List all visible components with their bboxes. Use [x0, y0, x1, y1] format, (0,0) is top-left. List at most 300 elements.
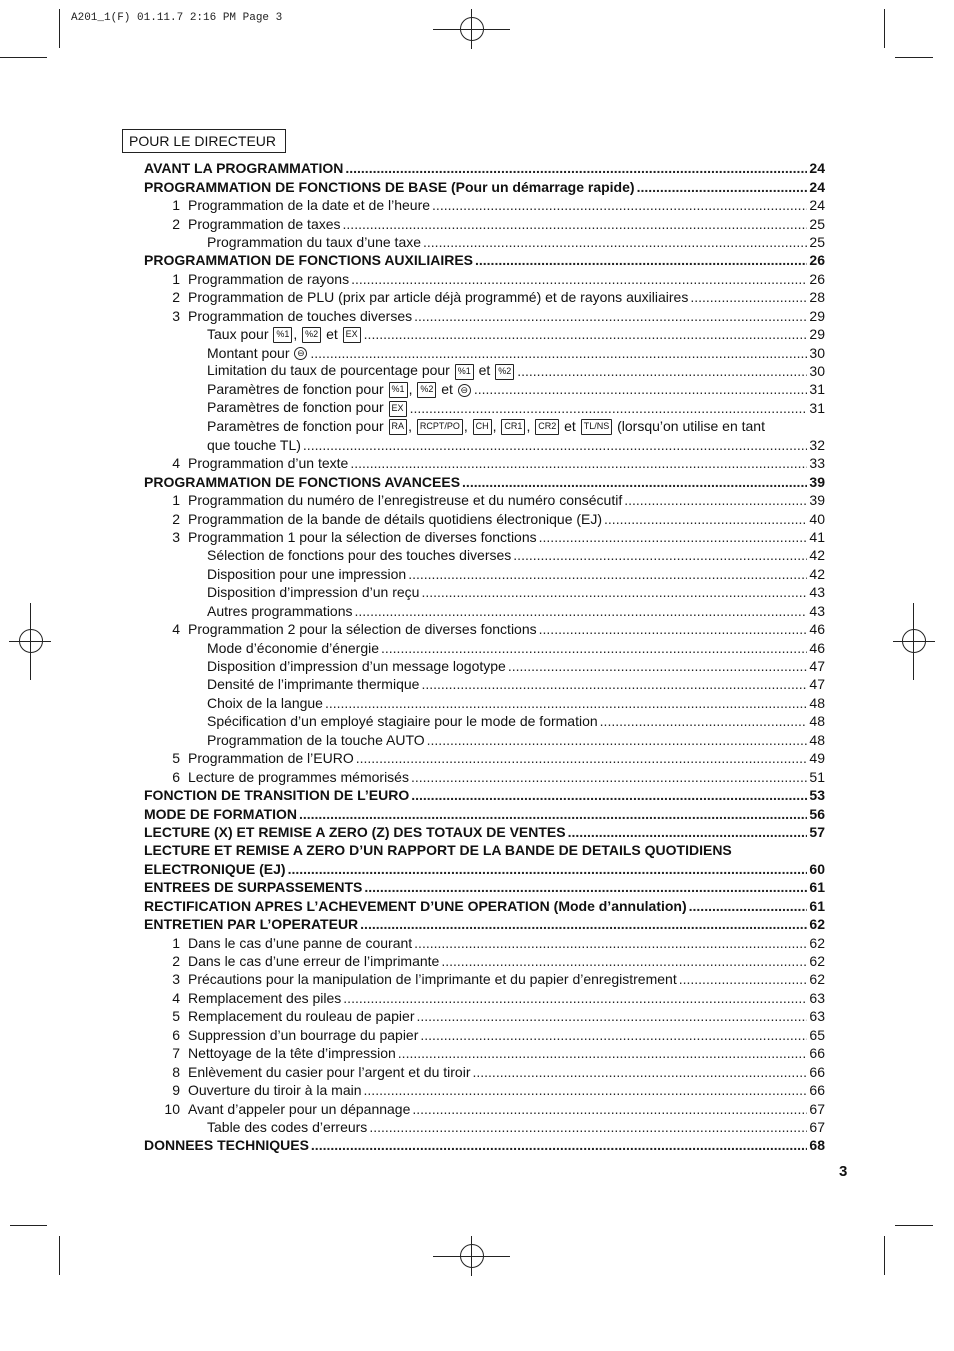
- toc-entry: [144, 786, 825, 804]
- toc-entry-line: [207, 325, 825, 343]
- toc-entry-line: [144, 159, 825, 177]
- toc-entry-number: [144, 1064, 180, 1080]
- toc-entry: [144, 1044, 825, 1062]
- toc-entry: [144, 878, 825, 896]
- toc-entry: [144, 602, 825, 620]
- toc-entry-page: 42: [809, 565, 825, 582]
- toc-entry-line: [144, 1044, 825, 1062]
- dot-leader: [381, 640, 807, 656]
- toc-entry: [144, 1118, 825, 1136]
- toc-entry-title-text: RECTIFICATION APRES L’ACHEVEMENT D’UNE OPERATION (Mode d’annulation): [144, 897, 687, 914]
- dot-leader: [364, 326, 808, 342]
- toc-entry: [144, 528, 825, 546]
- toc-entry-number-text: 6: [172, 768, 180, 785]
- toc-entry-title: [188, 1008, 414, 1024]
- toc-entry-number: [144, 750, 180, 766]
- dot-leader: [325, 695, 807, 711]
- toc-entry-page: 28: [809, 289, 825, 306]
- toc-entry-line: [144, 952, 825, 970]
- toc-entry-number: [144, 935, 180, 951]
- key-symbol-icon: %1: [273, 327, 292, 343]
- toc-entry-number: [144, 529, 180, 545]
- key-symbol-icon: RCPT/PO: [417, 419, 463, 435]
- toc-entry: [144, 159, 825, 177]
- toc-entry-line: [207, 565, 825, 583]
- dot-leader: [441, 953, 807, 969]
- key-symbol-icon: %2: [495, 364, 514, 380]
- toc-entry-page: 53: [809, 787, 825, 804]
- toc-entry-line: [144, 509, 825, 527]
- dot-leader: [416, 1008, 807, 1024]
- toc-entry-title-text: Table des codes d’erreurs: [207, 1118, 368, 1135]
- dot-leader: [311, 1137, 808, 1153]
- toc-entry-line: [144, 749, 825, 767]
- toc-entry-title: [188, 216, 341, 232]
- dot-leader: [310, 345, 807, 361]
- toc-entry: [144, 288, 825, 306]
- toc-entry-number-text: 3: [172, 971, 180, 988]
- toc-entry-page: 48: [809, 731, 825, 748]
- toc-entry-page: 29: [809, 307, 825, 324]
- toc-entry-page: 33: [809, 455, 825, 472]
- toc-entry-page: 30: [809, 363, 825, 380]
- toc-entry-page: 39: [809, 492, 825, 509]
- toc-entry-line: [144, 491, 825, 509]
- toc-entry-title-text: Taux pour: [207, 325, 269, 342]
- toc-entry-line: [207, 546, 825, 564]
- crop-mark: [884, 9, 885, 48]
- toc-entry-line: [144, 933, 825, 951]
- key-separator: ,: [408, 417, 416, 434]
- toc-entry: [144, 307, 825, 325]
- dot-leader: [299, 806, 807, 822]
- toc-entry-title-text: Nettoyage de la tête d’impression: [188, 1045, 396, 1062]
- toc-entry: [144, 454, 825, 472]
- toc-entry-page: 47: [809, 658, 825, 675]
- toc-entry-page: 48: [809, 694, 825, 711]
- toc-entry-page: 63: [809, 1008, 825, 1025]
- toc-entry-line: [207, 638, 825, 656]
- registration-mark-line: [913, 603, 914, 680]
- toc-entry-title: [207, 640, 379, 656]
- toc-entry-title-text: Programmation 1 pour la sélection de diverses fonctions: [188, 528, 537, 545]
- toc-entry-line: [144, 251, 825, 269]
- toc-entry: [144, 915, 825, 933]
- toc-entry-title-text: Programmation d’un texte: [188, 455, 349, 472]
- crop-mark: [59, 1236, 60, 1275]
- toc-entry-number-text: 4: [172, 989, 180, 1006]
- toc-entry-page: 62: [809, 953, 825, 970]
- toc-entry: [144, 214, 825, 232]
- toc-entry-line: [207, 380, 825, 398]
- toc-entry-line: [144, 841, 825, 859]
- toc-entry: [144, 233, 825, 251]
- toc-entry-page: 24: [809, 160, 825, 177]
- toc-entry-title-text: Paramètres de fonction pour: [207, 417, 384, 434]
- dot-leader: [369, 1119, 807, 1135]
- toc-entry: [144, 657, 825, 675]
- toc-entry: [144, 675, 825, 693]
- toc-entry-title-text: Précautions pour la manipulation de l’imprimante et du papier d’enregistrement: [188, 971, 677, 988]
- toc-entry: [144, 1026, 825, 1044]
- toc-entry-title-text: FONCTION DE TRANSITION DE L’EURO: [144, 787, 410, 804]
- dot-leader: [637, 179, 808, 195]
- toc-entry-number-text: 2: [172, 289, 180, 306]
- toc-entry-number: [144, 492, 180, 508]
- toc-entry: [144, 565, 825, 583]
- toc-entry-line: [144, 897, 825, 915]
- key-separator: ,: [492, 417, 501, 434]
- toc-entry-title-text: PROGRAMMATION DE FONCTIONS AVANCEES: [144, 473, 461, 490]
- toc-entry-line: [144, 1007, 825, 1025]
- page-number: 3: [839, 1163, 848, 1180]
- toc-entry-number: [144, 197, 180, 213]
- registration-mark-line: [471, 1236, 472, 1276]
- toc-entry-page: 67: [809, 1100, 825, 1117]
- toc-entry: [144, 325, 825, 343]
- toc-entry: [144, 399, 825, 417]
- registration-mark-line: [30, 603, 31, 680]
- registration-mark-line: [471, 9, 472, 49]
- toc-entry-title-text: DONNEES TECHNIQUES: [144, 1137, 309, 1154]
- toc-entry-title-text: PROGRAMMATION DE FONCTIONS AUXILIAIRES: [144, 252, 473, 269]
- toc-entry-line: [144, 288, 825, 306]
- toc-entry-number: [144, 1027, 180, 1043]
- key-symbol-icon: %2: [302, 327, 321, 343]
- toc-entry-page: 30: [809, 344, 825, 361]
- toc-entry-number: [144, 621, 180, 637]
- toc-entry-title: [207, 547, 511, 563]
- key-separator: et: [560, 417, 580, 434]
- dot-leader: [414, 308, 807, 324]
- toc-entry-title: [144, 898, 687, 914]
- toc-entry-page: 32: [809, 436, 825, 453]
- toc-entry-page: 48: [809, 713, 825, 730]
- toc-entry-title-text: Densité de l’imprimante thermique: [207, 676, 420, 693]
- toc-entry-title-text: Autres programmations: [207, 602, 353, 619]
- key-symbol-icon: ⊖: [294, 347, 307, 360]
- dot-leader: [423, 234, 807, 250]
- toc-entry-page: 61: [809, 879, 825, 896]
- toc-entry-line: [144, 1136, 825, 1154]
- toc-entry-title-text: Spécification d’un employé stagiaire pour le mode de formation: [207, 713, 598, 730]
- toc-entry-page: 56: [809, 805, 825, 822]
- toc-entry-line: [144, 878, 825, 896]
- toc-entry-title-text: Enlèvement du casier pour l’argent et du tiroir: [188, 1063, 471, 1080]
- dot-leader: [604, 511, 807, 527]
- dot-leader: [411, 769, 807, 785]
- dot-leader: [288, 861, 808, 877]
- toc-entry-title: [188, 197, 430, 213]
- toc-entry-line: [207, 1118, 825, 1136]
- key-symbol-icon: TL/NS: [581, 419, 613, 435]
- toc-entry-page: 39: [809, 473, 825, 490]
- toc-entry: [144, 417, 825, 435]
- toc-entry-line: [207, 233, 825, 251]
- dot-leader: [679, 971, 808, 987]
- toc-entry-line: [207, 712, 825, 730]
- toc-entry-page: 43: [809, 602, 825, 619]
- toc-entry-number-text: 1: [172, 934, 180, 951]
- key-symbol-icon: CH: [473, 419, 492, 435]
- toc-entry-page: 24: [809, 197, 825, 214]
- toc-entry-title-text: Paramètres de fonction pour: [207, 380, 384, 397]
- toc-entry-title: [207, 658, 506, 674]
- toc-entry-number-text: 3: [172, 528, 180, 545]
- toc-entry-title-text: Disposition d’impression d’un message logotype: [207, 658, 506, 675]
- toc-entry-line: [144, 989, 825, 1007]
- toc-entry: [144, 933, 825, 951]
- key-separator: et: [437, 380, 457, 397]
- toc-entry-title-text: LECTURE (X) ET REMISE A ZERO (Z) DES TOTAUX DE VENTES: [144, 823, 566, 840]
- toc-entry-number: [144, 289, 180, 305]
- toc-entry: [144, 823, 825, 841]
- toc-entry-number-text: 8: [172, 1063, 180, 1080]
- toc-entry-line: [144, 1081, 825, 1099]
- toc-entry-line: [144, 804, 825, 822]
- toc-entry-page: 66: [809, 1045, 825, 1062]
- toc-entry-title: [207, 326, 362, 343]
- toc-entry-number: [144, 990, 180, 1006]
- toc-entry-number: [144, 308, 180, 324]
- toc-entry-title-text: Programmation de l’EURO: [188, 750, 354, 767]
- toc-entry: [144, 177, 825, 195]
- toc-entry-title-text: Programmation de la bande de détails quotidiens électronique (EJ): [188, 510, 603, 527]
- toc-entry: [144, 1062, 825, 1080]
- toc-entry-line: [207, 583, 825, 601]
- toc-entry-line: [144, 177, 825, 195]
- toc-entry-page: 60: [809, 860, 825, 877]
- dot-leader: [410, 400, 808, 416]
- toc-entry-title: [144, 252, 473, 268]
- toc-entry-page: 51: [809, 768, 825, 785]
- dot-leader: [343, 990, 807, 1006]
- toc-entry-line: [207, 399, 825, 417]
- toc-entry-line: [207, 657, 825, 675]
- toc-entry: [144, 694, 825, 712]
- dot-leader: [412, 1101, 807, 1117]
- toc-entry-title-text: Programmation de touches diverses: [188, 307, 413, 324]
- toc-entry-page: 42: [809, 547, 825, 564]
- toc-entry-line: [207, 694, 825, 712]
- dot-leader: [472, 1064, 807, 1080]
- toc-entry-number: [144, 216, 180, 232]
- dot-leader: [414, 935, 807, 951]
- toc-entry-number-text: 1: [172, 197, 180, 214]
- toc-entry-title: [188, 953, 439, 969]
- toc-entry-title: [188, 971, 677, 987]
- key-symbol-icon: EX: [389, 401, 407, 417]
- toc-entry-page: 47: [809, 676, 825, 693]
- toc-entry-title: [188, 492, 622, 508]
- toc-entry-page: 49: [809, 750, 825, 767]
- crop-mark: [884, 1236, 885, 1275]
- toc-entry: [144, 1081, 825, 1099]
- toc-entry-title: [188, 935, 412, 951]
- dot-leader: [539, 621, 808, 637]
- toc-entry-line: [207, 417, 825, 435]
- toc-entry-title: [188, 1027, 418, 1043]
- toc-entry-line: [207, 362, 825, 380]
- dot-leader: [364, 1082, 808, 1098]
- toc-entry-title: [188, 271, 349, 287]
- toc-entry: [144, 952, 825, 970]
- toc-entry-title: [207, 381, 472, 398]
- toc-entry-page: 46: [809, 621, 825, 638]
- toc-entry: [144, 989, 825, 1007]
- toc-entry-title: [144, 824, 566, 840]
- toc-entry-title-text: ELECTRONIQUE (EJ): [144, 860, 286, 877]
- dot-leader: [517, 363, 807, 379]
- toc-entry-line: [207, 343, 825, 361]
- toc-entry-title: [188, 750, 354, 766]
- toc-entry-page: 43: [809, 584, 825, 601]
- toc-entry-title: [188, 769, 409, 785]
- toc-entry-number: [144, 271, 180, 287]
- toc-entry-number-text: 7: [172, 1045, 180, 1062]
- toc-entry-title: [207, 399, 408, 416]
- toc-entry-title: [207, 437, 301, 453]
- toc-entry-title-text: Paramètres de fonction pour: [207, 399, 384, 416]
- toc-entry-title: [207, 732, 425, 748]
- toc-entry-number: [144, 455, 180, 471]
- key-symbol-icon: RA: [389, 419, 408, 435]
- toc-entry-title: [144, 842, 732, 858]
- toc-entry-title-text: Programmation du numéro de l’enregistreuse et du numéro consécutif: [188, 492, 623, 509]
- toc-entry-title: [144, 879, 362, 895]
- key-separator: ,: [526, 417, 535, 434]
- toc-entry-line: [144, 454, 825, 472]
- toc-entry-page: 62: [809, 971, 825, 988]
- toc-entry-page: 29: [809, 326, 825, 343]
- toc-entry-line: [144, 620, 825, 638]
- toc-entry-page: 31: [809, 381, 825, 398]
- toc-entry-line: [207, 436, 825, 454]
- toc-entry-title-text: Programmation de PLU (prix par article déjà programmé) et de rayons auxiliaires: [188, 289, 689, 306]
- key-separator: ,: [463, 417, 472, 434]
- toc-entry-number: [144, 511, 180, 527]
- toc-entry-line: [144, 915, 825, 933]
- toc-entry-number-text: 4: [172, 621, 180, 638]
- toc-entry: [144, 638, 825, 656]
- dot-leader: [432, 197, 807, 213]
- toc-entry-title: [188, 289, 688, 305]
- dot-leader: [600, 713, 808, 729]
- toc-entry: [144, 1099, 825, 1117]
- toc-entry-line: [144, 767, 825, 785]
- toc-entry-page: 62: [809, 934, 825, 951]
- toc-entry-title-text: MODE DE FORMATION: [144, 805, 297, 822]
- dot-leader: [539, 529, 808, 545]
- crop-mark: [10, 1225, 47, 1226]
- toc-entry-line: [144, 472, 825, 490]
- toc-entry-number-text: 1: [172, 492, 180, 509]
- toc-entry: [144, 583, 825, 601]
- toc-entry-title: [188, 511, 602, 527]
- toc-entry-title: [144, 160, 343, 176]
- toc-entry-title-text: Limitation du taux de pourcentage pour: [207, 362, 450, 379]
- table-of-contents: [144, 159, 825, 1155]
- registration-mark-line: [893, 641, 935, 642]
- toc-entry-number-text: 2: [172, 953, 180, 970]
- toc-entry-title-text: Avant d’appeler pour un dépannage: [188, 1100, 411, 1117]
- toc-entry: [144, 491, 825, 509]
- dot-leader: [411, 787, 807, 803]
- toc-entry-title-text: Programmation du taux d’une taxe: [207, 233, 422, 250]
- toc-entry-line: [144, 1099, 825, 1117]
- crop-mark: [895, 57, 933, 58]
- toc-entry-title: [144, 787, 409, 803]
- toc-entry-number-text: 10: [164, 1100, 180, 1117]
- key-separator: ,: [408, 380, 417, 397]
- toc-entry-page: 25: [809, 215, 825, 232]
- dot-leader: [420, 1027, 807, 1043]
- dot-leader: [624, 492, 807, 508]
- toc-entry: [144, 1136, 825, 1154]
- toc-entry-page: 63: [809, 989, 825, 1006]
- toc-entry-number: [144, 769, 180, 785]
- toc-entry: [144, 860, 825, 878]
- key-symbol-icon: %1: [389, 382, 408, 398]
- dot-leader: [690, 289, 807, 305]
- toc-entry-page: 67: [809, 1118, 825, 1135]
- toc-entry-title-text: ENTRETIEN PAR L’OPERATEUR: [144, 916, 359, 933]
- toc-entry-number-text: 5: [172, 750, 180, 767]
- dot-leader: [355, 603, 808, 619]
- toc-entry-line: [144, 1026, 825, 1044]
- toc-entry: [144, 620, 825, 638]
- toc-entry-page: 40: [809, 510, 825, 527]
- toc-entry: [144, 731, 825, 749]
- toc-entry: [144, 436, 825, 454]
- toc-entry: [144, 970, 825, 988]
- toc-entry-title-text: Suppression d’un bourrage du papier: [188, 1026, 419, 1043]
- toc-entry-number: [144, 971, 180, 987]
- toc-entry-title: [207, 345, 308, 361]
- toc-entry-title: [144, 806, 297, 822]
- toc-entry-line: [144, 528, 825, 546]
- toc-entry-title-text: Disposition d’impression d’un reçu: [207, 584, 420, 601]
- toc-entry-title: [188, 621, 537, 637]
- dot-leader: [364, 879, 807, 895]
- toc-entry: [144, 362, 825, 380]
- toc-entry: [144, 472, 825, 490]
- toc-entry-number-text: 4: [172, 455, 180, 472]
- toc-entry-line: [207, 675, 825, 693]
- toc-entry: [144, 804, 825, 822]
- key-symbol-icon: ⊖: [458, 384, 471, 397]
- toc-entry-title-text: ENTREES DE SURPASSEMENTS: [144, 879, 363, 896]
- toc-entry-title-text: PROGRAMMATION DE FONCTIONS DE BASE (Pour un démarrage rapide): [144, 178, 635, 195]
- toc-entry-page: 57: [809, 823, 825, 840]
- toc-entry-title-text: Disposition pour une impression: [207, 565, 407, 582]
- toc-entry-title: [188, 308, 412, 324]
- toc-entry: [144, 712, 825, 730]
- toc-entry-title: [207, 566, 406, 582]
- toc-entry-title: [207, 695, 323, 711]
- section-badge: POUR LE DIRECTEUR: [122, 129, 286, 153]
- key-separator: ,: [293, 325, 302, 342]
- toc-entry: [144, 749, 825, 767]
- key-symbol-icon: %1: [455, 364, 474, 380]
- toc-entry-page: 31: [809, 399, 825, 416]
- toc-entry-number-text: 2: [172, 215, 180, 232]
- toc-entry-line: [144, 970, 825, 988]
- toc-entry: [144, 380, 825, 398]
- toc-entry-title: [144, 916, 358, 932]
- toc-entry-title: [188, 1101, 410, 1117]
- print-header: A201_1(F) 01.11.7 2:16 PM Page 3: [71, 12, 283, 24]
